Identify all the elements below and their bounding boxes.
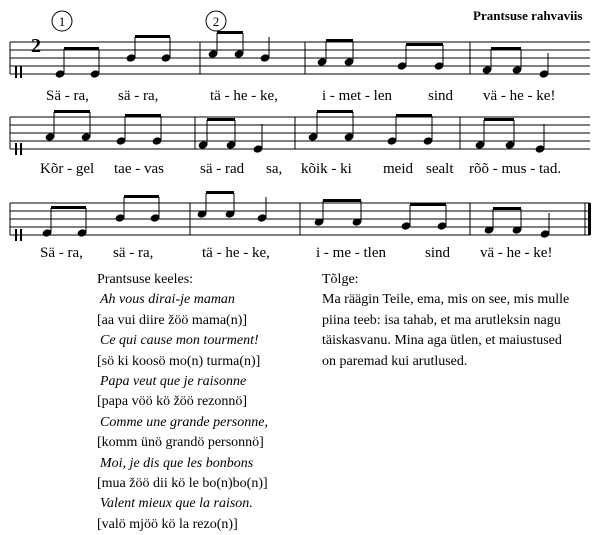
lyric-syllable: meid	[383, 161, 413, 177]
notes	[55, 31, 550, 79]
lyric-syllable: sa,	[266, 161, 283, 177]
french-line: Moi, je dis que les bonbons	[100, 455, 254, 471]
french-line: Comme une grande personne,	[100, 414, 268, 430]
french-line: Ah vous dirai-je maman	[100, 292, 235, 308]
notes	[42, 191, 551, 239]
french-lyrics-block	[97, 270, 268, 535]
translation-line: on paremad kui arutlused.	[322, 353, 468, 369]
lyric-syllable: sä - rad	[200, 161, 245, 177]
measure-marker-1	[52, 11, 72, 31]
lyric-syllable: sä - ra,	[118, 88, 159, 104]
lyric-syllable: sind	[428, 88, 454, 104]
staff-lines	[10, 117, 590, 149]
lyric-syllable: Sä - ra,	[46, 88, 89, 104]
pronunciation-line: [mua žöö dii kö le bo(n)bo(n)]	[97, 476, 268, 492]
music-score	[0, 0, 600, 260]
pronunciation-line: [papa vöö kö žöö rezonnö]	[97, 394, 248, 410]
staff-lines	[10, 42, 590, 74]
percussion-clef	[15, 66, 22, 78]
pronunciation-line: [valö mjöö kö la rezo(n)]	[97, 516, 238, 532]
time-signature: 2	[31, 35, 41, 57]
measure-marker-label: 1	[58, 14, 66, 29]
lyric-syllable: tä - he - ke,	[202, 245, 270, 260]
measure-marker-label: 2	[212, 14, 220, 29]
lyric-syllable: Sä - ra,	[40, 245, 83, 260]
lyric-syllable: kõik - ki	[301, 161, 352, 177]
translation-heading: Tõlge:	[322, 272, 359, 287]
french-line: Valent mieux que la raison.	[100, 496, 253, 512]
lyric-syllable: i - me - tlen	[316, 245, 386, 260]
lyric-syllable: rõõ - mus - tad.	[469, 161, 562, 177]
lyric-syllable: i - met - len	[322, 88, 392, 104]
translation-line: Ma räägin Teile, ema, mis on see, mis mulle	[322, 292, 570, 308]
lyric-syllable: vä - he - ke!	[483, 88, 556, 104]
staff-system-2	[10, 110, 590, 177]
lyric-syllable: sealt	[426, 161, 454, 177]
lyric-syllable: Kõr - gel	[40, 161, 95, 177]
french-line: Papa veut que je raisonne	[100, 374, 247, 390]
lyric-syllable: sä - ra,	[113, 245, 154, 260]
translation-line: piina teeb: isa tahab, et ma arutleksin nagu	[322, 312, 561, 328]
lyric-syllable: vä - he - ke!	[480, 245, 553, 260]
pronunciation-line: [komm ünö grandö personnö]	[97, 435, 264, 451]
staff-system-1	[10, 31, 590, 104]
lyric-syllable: tae - vas	[114, 161, 164, 177]
song-title: Prantsuse rahvaviis	[473, 8, 583, 23]
pronunciation-line: [aa vui diire žöö mama(n)]	[97, 312, 248, 328]
french-line: Ce qui cause mon tourment!	[100, 333, 259, 349]
lyric-syllable: sind	[425, 245, 451, 260]
translation-line: täiskasvanu. Mina aga ütlen, et maiustused	[322, 333, 562, 349]
staff-system-3	[10, 191, 591, 260]
translation-block	[322, 270, 569, 372]
lyric-syllable: tä - he - ke,	[210, 88, 278, 104]
pronunciation-line: [sö ki koosö mo(n) turma(n)]	[97, 353, 261, 369]
measure-marker-2	[206, 11, 226, 31]
french-heading: Prantsuse keeles:	[97, 272, 194, 287]
